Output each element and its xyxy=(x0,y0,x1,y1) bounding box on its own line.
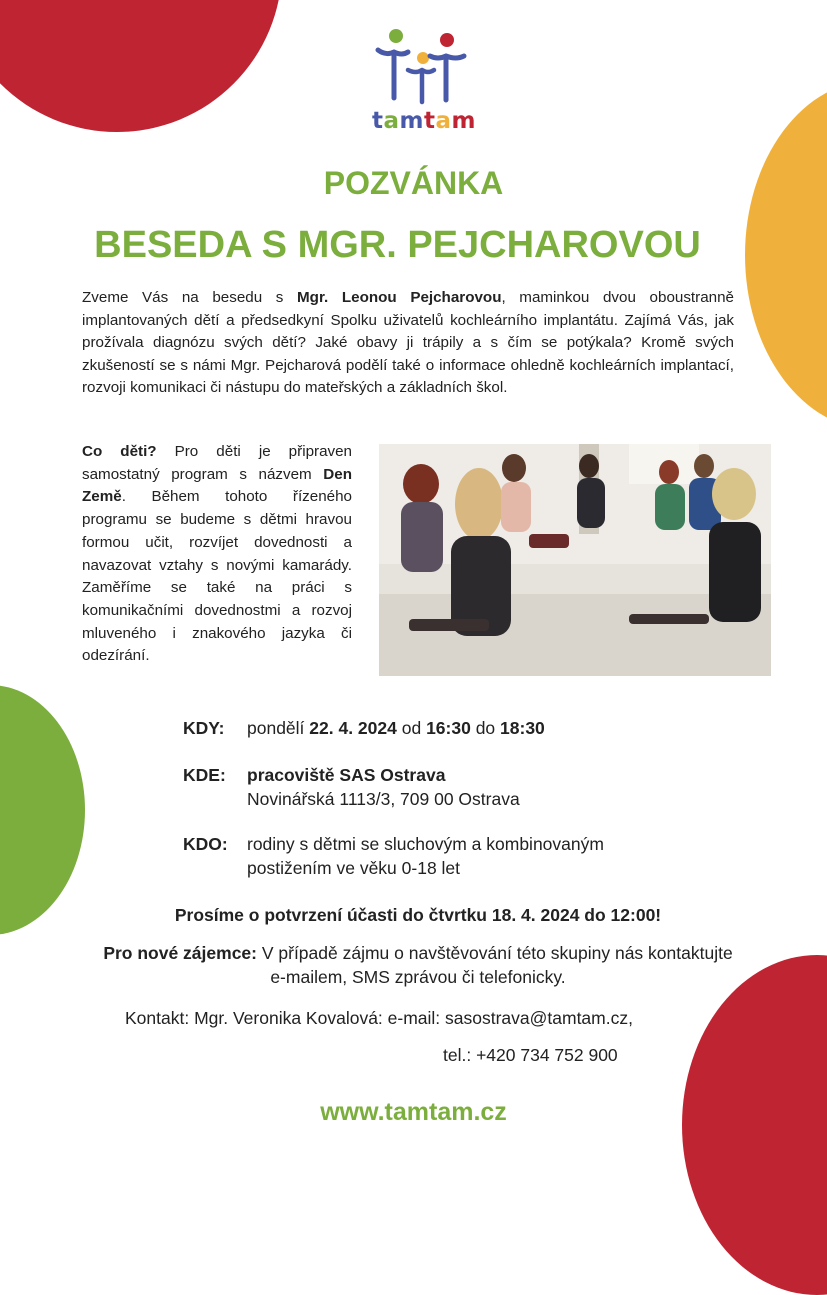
who-value: rodiny s dětmi se sluchovým a kombinovaným postižením ve věku 0-18 let xyxy=(247,834,604,878)
contact-email[interactable]: Kontakt: Mgr. Veronika Kovalová: e-mail: sasostrava@tamtam.cz, xyxy=(125,1008,633,1028)
logo-wordmark: tamtam xyxy=(372,108,476,134)
confirmation-note: Prosíme o potvrzení účasti do čtvrtku 18. 4. 2024 do 12:00! xyxy=(174,905,662,925)
kids-paragraph: Co děti? Pro děti je připraven samostatný program s názvem Den Země. Během tohoto řízeného programu se budeme s dětmi hravou formou učit, rozvíjet dovednosti a navazovat vztahy s novými kamarády. Zaměříme se také na práci s komunikačními dovednostmi a rozvoj mluveného i znakového jazyka či odezírání. xyxy=(82,443,353,665)
when-label: KDY: xyxy=(183,718,225,738)
contact-phone[interactable]: tel.: +420 734 752 900 xyxy=(443,1045,618,1065)
invitation-heading: POZVÁNKA xyxy=(323,165,504,201)
new-participants-note: Pro nové zájemce: V případě zájmu o navštěvování této skupiny nás kontaktujte e-mailem, SMS zprávou či telefonicky. xyxy=(103,943,733,987)
group-photo xyxy=(379,444,771,676)
where-row xyxy=(183,763,520,809)
decor-circle-left xyxy=(0,685,85,935)
event-title: BESEDA S MGR. PEJCHAROVOU xyxy=(94,224,701,266)
where-value: pracoviště SAS Ostrava Novinářská 1113/3, 709 00 Ostrava xyxy=(247,765,520,809)
decor-circle-top-left xyxy=(0,0,282,132)
tamtam-figures-icon xyxy=(364,26,484,108)
who-row xyxy=(183,832,604,878)
intro-paragraph: Zveme Vás na besedu s Mgr. Leonou Pejcharovou, maminkou dvou oboustranně implantovaných dětí a předsedkyní Spolku uživatelů kochleárního implantátu. Zajímá Vás, jak prožívala diagnózu svých dětí? Jaké obavy ji trápily a s čím se potýkala? Kromě svých zkušeností se s námi Mgr. Pejcharová podělí také o informace ohledně kochleárních implantací, rozvoji komunikaci či nástupu do mateřských a základních škol. xyxy=(82,289,734,397)
website-link[interactable]: www.tamtam.cz xyxy=(320,1098,507,1126)
tamtam-logo xyxy=(364,26,484,136)
when-value: pondělí 22. 4. 2024 od 16:30 do 18:30 xyxy=(247,718,545,738)
when-row xyxy=(183,716,545,740)
where-label: KDE: xyxy=(183,765,226,785)
who-label: KDO: xyxy=(183,834,228,854)
